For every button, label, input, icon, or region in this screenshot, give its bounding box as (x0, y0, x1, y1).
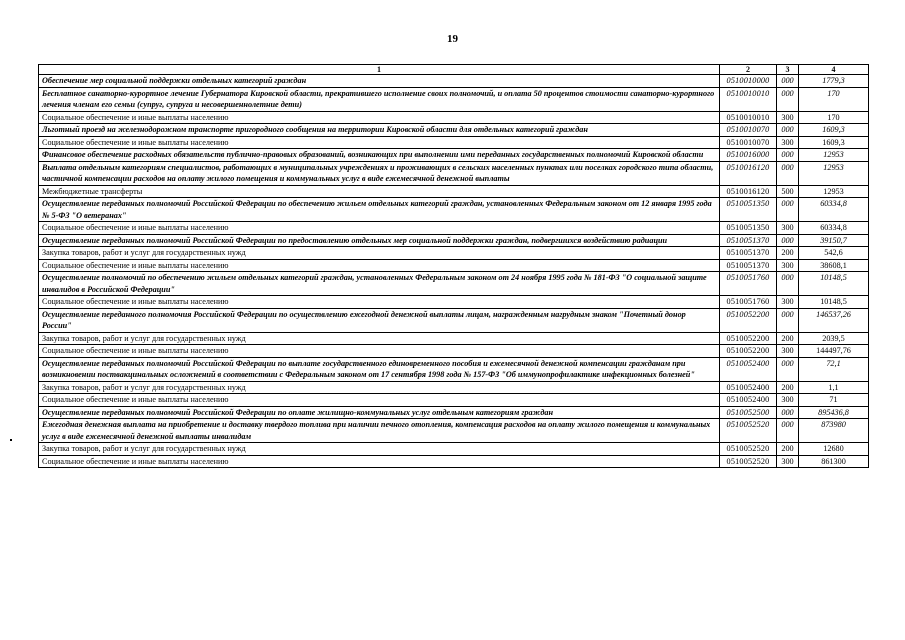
amount-cell: 146537,26 (799, 308, 869, 332)
amount-cell: 1609,3 (799, 124, 869, 137)
expense-name-cell: Обеспечение мер социальной поддержки отдельных категорий граждан (39, 75, 720, 88)
target-code-cell: 0510052520 (720, 419, 777, 443)
target-code-cell: 0510051350 (720, 198, 777, 222)
budget-table-body (39, 65, 869, 468)
expense-type-cell: 000 (777, 161, 799, 185)
expense-name-cell: Льготный проезд на железнодорожном транспорте пригородного сообщения на территории Кировской области для отдельных категорий граждан (39, 124, 720, 137)
expense-name-cell: Бесплатное санаторно-курортное лечение Губернатора Кировской области, прекратившего исполнение своих полномочий, и оплата 50 процентов стоимости санаторно-курортного лечения членам его семьи (супруг, супруга и несовершеннолетние дети) (39, 87, 720, 111)
table-row (39, 111, 869, 124)
table-row (39, 308, 869, 332)
expense-name-cell: Осуществление переданных полномочий Российской Федерации по оплате жилищно-коммунальных услуг отдельным категориям граждан (39, 406, 720, 419)
expense-name-cell: Финансовое обеспечение расходных обязательств публично-правовых образований, возникающих при выполнении ими переданных государственных полномочий Кировской области (39, 149, 720, 162)
target-code-cell: 0510051760 (720, 272, 777, 296)
amount-cell: 861300 (799, 455, 869, 468)
expense-name-cell: Социальное обеспечение и иные выплаты населению (39, 345, 720, 358)
page-number: 19 (447, 33, 458, 45)
table-row (39, 419, 869, 443)
target-code-cell: 0510052200 (720, 308, 777, 332)
expense-name-cell: Социальное обеспечение и иные выплаты населению (39, 394, 720, 407)
expense-type-cell: 200 (777, 443, 799, 456)
table-row (39, 234, 869, 247)
expense-type-cell: 000 (777, 419, 799, 443)
table-row (39, 406, 869, 419)
expense-type-cell: 300 (777, 394, 799, 407)
table-row (39, 161, 869, 185)
amount-cell: 1609,3 (799, 136, 869, 149)
amount-cell: 895436,8 (799, 406, 869, 419)
expense-type-cell: 500 (777, 185, 799, 198)
target-code-cell: 0510052500 (720, 406, 777, 419)
amount-cell: 10148,5 (799, 272, 869, 296)
target-code-cell: 0510052400 (720, 394, 777, 407)
target-code-cell: 0510052520 (720, 455, 777, 468)
expense-name-cell: Социальное обеспечение и иные выплаты населению (39, 296, 720, 309)
expense-type-cell: 300 (777, 296, 799, 309)
table-row (39, 381, 869, 394)
expense-name-cell: Ежегодная денежная выплата на приобретение и доставку твердого топлива при наличии печного отопления, компенсация расходов на оплату жилого помещения и коммунальных услуг в виде ежемесячной денежной выплаты инвалидам (39, 419, 720, 443)
expense-type-cell: 300 (777, 345, 799, 358)
scan-speck (10, 439, 12, 441)
expense-name-cell: Выплата отдельным категориям специалистов, работающих в муниципальных учреждениях и проживающих в сельских населенных пунктах или поселках городского типа области, частичной компенсации расходов на оплату жилого помещения и коммунальных услуг в виде ежемесячной денежной выплаты (39, 161, 720, 185)
target-code-cell: 0510016120 (720, 185, 777, 198)
table-row (39, 345, 869, 358)
expense-type-cell: 000 (777, 234, 799, 247)
table-row (39, 443, 869, 456)
expense-type-cell: 000 (777, 124, 799, 137)
table-row (39, 357, 869, 381)
target-code-cell: 0510051370 (720, 234, 777, 247)
expense-type-cell: 000 (777, 87, 799, 111)
expense-name-cell: Закупка товаров, работ и услуг для государственных нужд (39, 443, 720, 456)
target-code-cell: 0510051370 (720, 259, 777, 272)
amount-cell: 39150,7 (799, 234, 869, 247)
expense-name-cell: Социальное обеспечение и иные выплаты населению (39, 136, 720, 149)
amount-cell: 60334,8 (799, 222, 869, 235)
amount-cell: 12953 (799, 149, 869, 162)
expense-name-cell: Осуществление переданных полномочий Российской Федерации по предоставлению отдельных мер социальной поддержки граждан, подвергшихся воздействию радиации (39, 234, 720, 247)
expense-type-cell: 200 (777, 247, 799, 260)
expense-name-cell: Осуществление переданных полномочий Российской Федерации по выплате государственного единовременного пособия и ежемесячной денежной компенсации гражданам при возникновении поствакцинальных осложнений в соответствии с Федеральным законом от 17 сентября 1998 года № 157-ФЗ "Об иммунопрофилактике инфекционных болезней" (39, 357, 720, 381)
amount-cell: 60334,8 (799, 198, 869, 222)
table-row (39, 247, 869, 260)
table-row (39, 198, 869, 222)
table-row (39, 455, 869, 468)
expense-name-cell: Социальное обеспечение и иные выплаты населению (39, 259, 720, 272)
expense-name-cell: Межбюджетные трансферты (39, 185, 720, 198)
target-code-cell: 0510052200 (720, 332, 777, 345)
target-code-cell: 0510010010 (720, 87, 777, 111)
table-row (39, 136, 869, 149)
target-code-cell: 0510052400 (720, 357, 777, 381)
table-header-row (39, 65, 869, 75)
table-row (39, 296, 869, 309)
target-code-cell: 0510051760 (720, 296, 777, 309)
expense-type-cell: 200 (777, 332, 799, 345)
target-code-cell: 0510016000 (720, 149, 777, 162)
expense-type-cell: 200 (777, 381, 799, 394)
expense-name-cell: Осуществление переданных полномочий Российской Федерации по обеспечению жильем отдельных категорий граждан, установленных Федеральным законом от 12 января 1995 года № 5-ФЗ "О ветеранах" (39, 198, 720, 222)
target-code-cell: 0510010000 (720, 75, 777, 88)
target-code-cell: 0510051350 (720, 222, 777, 235)
table-row (39, 394, 869, 407)
expense-name-cell: Осуществление полномочий по обеспечению жильем отдельных категорий граждан, установленных Федеральным законом от 24 ноября 1995 года № 181-ФЗ "О социальной защите инвалидов в Российской Федерации" (39, 272, 720, 296)
amount-cell: 12953 (799, 185, 869, 198)
column-header-1: 1 (39, 65, 720, 75)
target-code-cell: 0510052520 (720, 443, 777, 456)
expense-type-cell: 000 (777, 272, 799, 296)
table-row (39, 149, 869, 162)
expense-type-cell: 300 (777, 259, 799, 272)
target-code-cell: 0510051370 (720, 247, 777, 260)
amount-cell: 71 (799, 394, 869, 407)
table-row (39, 75, 869, 88)
expense-name-cell: Социальное обеспечение и иные выплаты населению (39, 111, 720, 124)
expense-type-cell: 000 (777, 75, 799, 88)
amount-cell: 72,1 (799, 357, 869, 381)
expense-type-cell: 000 (777, 406, 799, 419)
target-code-cell: 0510052200 (720, 345, 777, 358)
amount-cell: 2039,5 (799, 332, 869, 345)
table-row (39, 222, 869, 235)
amount-cell: 144497,76 (799, 345, 869, 358)
table-row (39, 332, 869, 345)
table-row (39, 87, 869, 111)
expense-type-cell: 000 (777, 198, 799, 222)
expense-name-cell: Социальное обеспечение и иные выплаты населению (39, 455, 720, 468)
table-row (39, 259, 869, 272)
expense-name-cell: Закупка товаров, работ и услуг для государственных нужд (39, 247, 720, 260)
amount-cell: 12680 (799, 443, 869, 456)
expense-type-cell: 300 (777, 136, 799, 149)
target-code-cell: 0510010010 (720, 111, 777, 124)
amount-cell: 170 (799, 87, 869, 111)
amount-cell: 542,6 (799, 247, 869, 260)
target-code-cell: 0510010070 (720, 124, 777, 137)
table-row (39, 272, 869, 296)
amount-cell: 38608,1 (799, 259, 869, 272)
expense-name-cell: Закупка товаров, работ и услуг для государственных нужд (39, 332, 720, 345)
expense-name-cell: Закупка товаров, работ и услуг для государственных нужд (39, 381, 720, 394)
target-code-cell: 0510052400 (720, 381, 777, 394)
table-row (39, 124, 869, 137)
expense-type-cell: 000 (777, 357, 799, 381)
expense-name-cell: Осуществление переданного полномочия Российской Федерации по осуществлению ежегодной денежной выплаты лицам, награжденным нагрудным знаком "Почетный донор России" (39, 308, 720, 332)
expense-type-cell: 000 (777, 149, 799, 162)
target-code-cell: 0510016120 (720, 161, 777, 185)
expense-name-cell: Социальное обеспечение и иные выплаты населению (39, 222, 720, 235)
amount-cell: 170 (799, 111, 869, 124)
expense-type-cell: 300 (777, 111, 799, 124)
expense-type-cell: 000 (777, 308, 799, 332)
column-header-2: 2 (720, 65, 777, 75)
budget-table (38, 64, 869, 468)
amount-cell: 12953 (799, 161, 869, 185)
target-code-cell: 0510010070 (720, 136, 777, 149)
column-header-4: 4 (799, 65, 869, 75)
amount-cell: 10148,5 (799, 296, 869, 309)
column-header-3: 3 (777, 65, 799, 75)
amount-cell: 1,1 (799, 381, 869, 394)
amount-cell: 873980 (799, 419, 869, 443)
amount-cell: 1779,3 (799, 75, 869, 88)
table-row (39, 185, 869, 198)
expense-type-cell: 300 (777, 222, 799, 235)
expense-type-cell: 300 (777, 455, 799, 468)
